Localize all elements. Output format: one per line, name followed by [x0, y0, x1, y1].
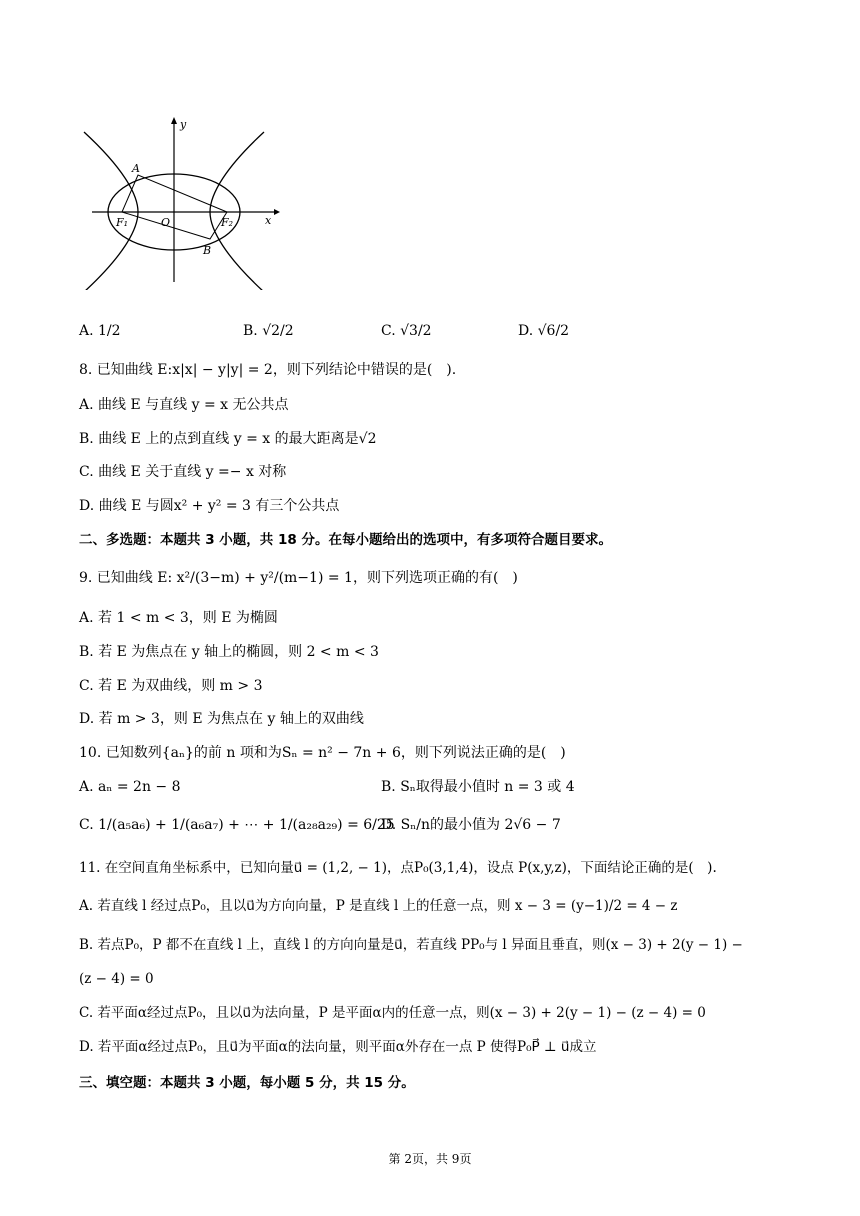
label-A: A: [132, 162, 140, 175]
q9-option-b: B. 若 E 为焦点在 y 轴上的椭圆，则 2 < m < 3: [79, 644, 379, 660]
label-y: y: [180, 118, 187, 131]
y-axis-arrow: [171, 117, 177, 124]
q11-option-d: D. 若平面α经过点P₀，且u⃗为平面α的法向量，则平面α外存在一点 P 使得P₀P⃗ ⊥ u⃗成立: [79, 1039, 597, 1055]
hyperbola-left-branch: [84, 132, 138, 290]
q8-option-a: A. 曲线 E 与直线 y = x 无公共点: [79, 397, 289, 413]
q7-option-c: C. √3/2: [381, 323, 432, 339]
q8-stem: 8. 已知曲线 E:x|x| − y|y| = 2，则下列结论中错误的是( ).: [79, 362, 457, 378]
page-footer: 第 2页，共 9页: [388, 1152, 472, 1166]
q8-option-b: B. 曲线 E 上的点到直线 y = x 的最大距离是√2: [79, 431, 377, 447]
section-3-heading: 三、填空题：本题共 3 小题，每小题 5 分，共 15 分。: [79, 1075, 415, 1091]
q9-option-a: A. 若 1 < m < 3，则 E 为椭圆: [79, 610, 278, 626]
q10-option-c: C. 1/(a₅a₆) + 1/(a₆a₇) + ⋯ + 1/(a₂₈a₂₉) = 6/25: [79, 817, 395, 833]
label-B: B: [203, 244, 212, 257]
q11-option-b-line1: B. 若点P₀，P 都不在直线 l 上，直线 l 的方向向量是u⃗，若直线 PP₀与 l 异面且垂直，则(x − 3) + 2(y − 1) −: [79, 937, 743, 953]
q9-option-c: C. 若 E 为双曲线，则 m > 3: [79, 678, 263, 694]
label-x: x: [265, 214, 272, 227]
q11-option-c: C. 若平面α经过点P₀，且以u⃗为法向量，P 是平面α内的任意一点，则(x − 3) + 2(y − 1) − (z − 4) = 0: [79, 1005, 706, 1021]
q7-option-d: D. √6/2: [518, 323, 570, 339]
q11-option-a: A. 若直线 l 经过点P₀，且以u⃗为方向向量，P 是直线 l 上的任意一点，则 x − 3 = (y−1)/2 = 4 − z: [79, 898, 678, 914]
q11-option-b-line2: (z − 4) = 0: [79, 971, 154, 987]
q8-option-c: C. 曲线 E 关于直线 y =− x 对称: [79, 464, 287, 480]
q7-option-a: A. 1/2: [79, 323, 121, 339]
q10-stem: 10. 已知数列{aₙ}的前 n 项和为Sₙ = n² − 7n + 6，则下列说法正确的是( ): [79, 745, 566, 761]
label-F2: F₂: [221, 216, 234, 229]
q10-option-b: B. Sₙ取得最小值时 n = 3 或 4: [381, 779, 575, 795]
q7-option-b: B. √2/2: [243, 323, 294, 339]
hyperbola-right-branch: [210, 132, 264, 290]
q8-option-d: D. 曲线 E 与圆x² + y² = 3 有三个公共点: [79, 498, 340, 514]
q11-stem: 11. 在空间直角坐标系中，已知向量u⃗ = (1,2, − 1)，点P₀(3,1,4)，设点 P(x,y,z)，下面结论正确的是( ).: [79, 860, 717, 876]
q10-option-d: D. Sₙ/n的最小值为 2√6 − 7: [381, 817, 561, 833]
q9-stem: 9. 已知曲线 E: x²/(3−m) + y²/(m−1) = 1，则下列选项正确的有( ): [79, 570, 518, 586]
ellipse-hyperbola-figure: [82, 112, 297, 290]
q9-option-d: D. 若 m > 3，则 E 为焦点在 y 轴上的双曲线: [79, 711, 364, 727]
x-axis-arrow: [274, 209, 280, 215]
q10-option-a: A. aₙ = 2n − 8: [79, 779, 181, 795]
label-O: O: [161, 216, 171, 229]
label-F1: F₁: [116, 216, 129, 229]
section-2-heading: 二、多选题：本题共 3 小题，共 18 分。在每小题给出的选项中，有多项符合题目要求。: [79, 532, 612, 548]
